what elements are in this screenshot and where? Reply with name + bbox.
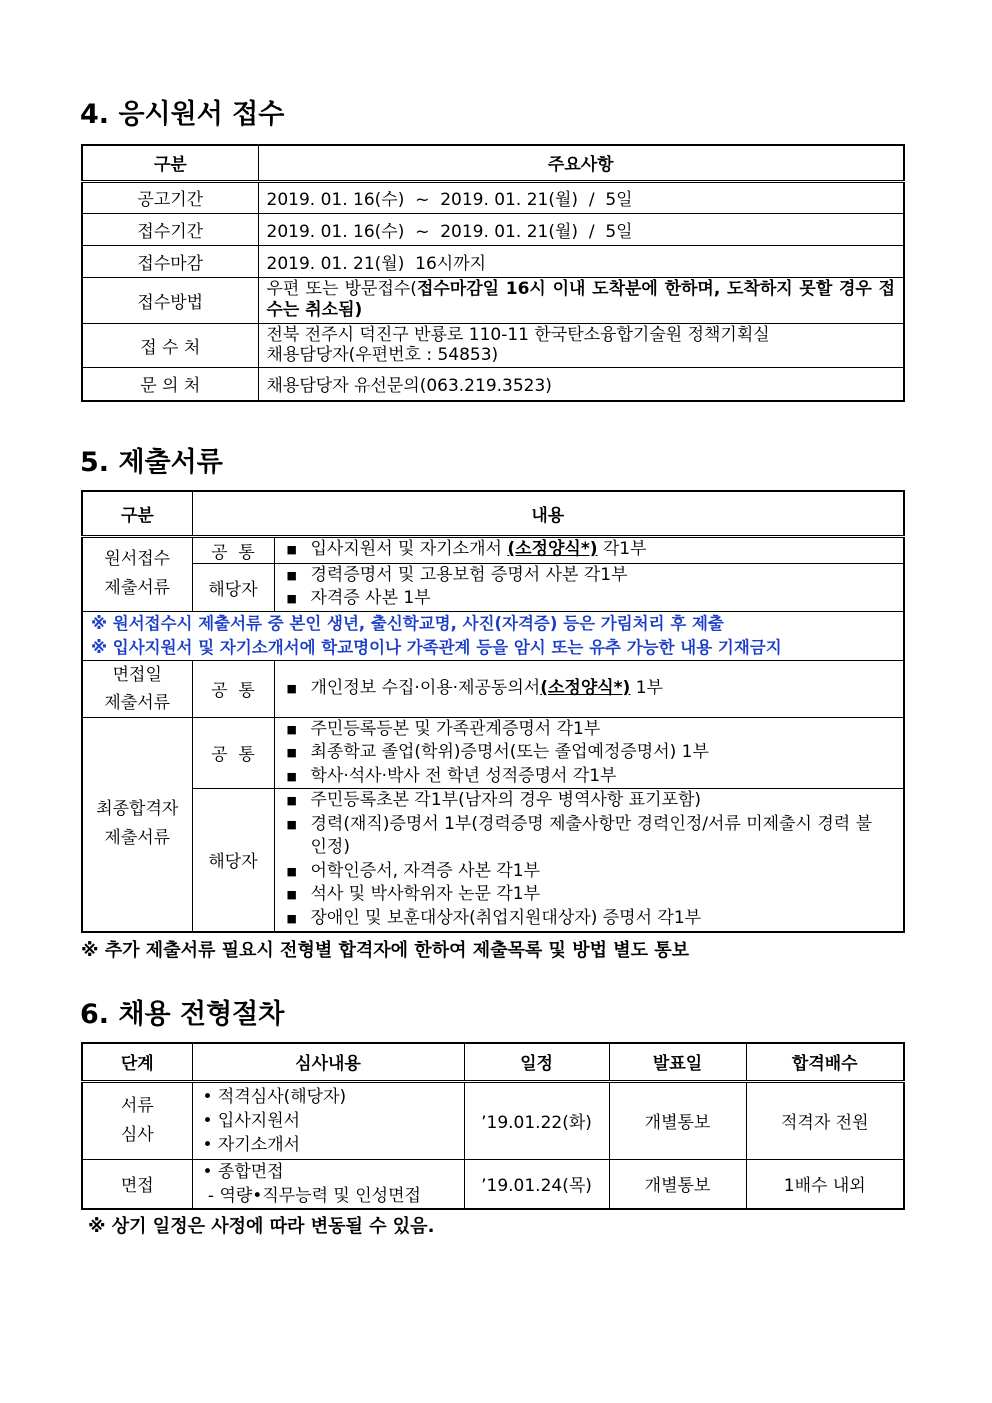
applicable-label: 해당자 <box>192 563 274 611</box>
ratio-cell: 적격자 전원 <box>746 1081 904 1159</box>
list-item: - 역량•직무능력 및 인성면접 <box>202 1185 421 1206</box>
documents-table <box>81 490 905 933</box>
header-schedule: 일정 <box>464 1043 609 1081</box>
header-review: 심사내용 <box>192 1043 464 1081</box>
place-line1: 전북 전주시 덕진구 반룡로 110-11 한국탄소융합기술원 정책기획실 <box>266 325 770 345</box>
process-table <box>81 1042 905 1210</box>
app-common-items <box>274 536 904 563</box>
common-label: 공 통 <box>192 536 274 563</box>
list-item: ■ 최종학교 졸업(학위)증명서(또는 졸업예정증명서) 1부 <box>287 741 904 765</box>
stage-cell <box>82 1081 192 1159</box>
method-normal-text: 우편 또는 방문접수( <box>266 279 417 299</box>
contact-value: 채용담당자 유선문의(063.219.3523) <box>258 367 904 401</box>
ratio-cell: 1배수 내외 <box>746 1159 904 1209</box>
section-6-title: 6. 채용 전형절차 <box>80 999 285 1030</box>
section-4-title: 4. 응시원서 접수 <box>80 99 285 130</box>
label-line: 최종합격자 <box>96 799 179 819</box>
application-table <box>81 144 905 402</box>
list-item: ■ 장애인 및 보훈대상자(취업지원대상자) 증명서 각1부 <box>287 907 884 931</box>
header-stage: 단계 <box>82 1043 192 1081</box>
label-line: 제출서류 <box>104 828 171 848</box>
list-item: • 종합면접 <box>202 1161 284 1182</box>
documents-footnote: ※ 추가 제출서류 필요시 전형별 합격자에 한하여 제출목록 및 방법 별도 통보 <box>81 940 690 961</box>
announce-cell: 개별통보 <box>609 1159 746 1209</box>
list-item: ■ 어학인증서, 자격증 사본 각1부 <box>287 860 884 884</box>
row-label: 접수기간 <box>82 213 258 245</box>
header-category: 구분 <box>82 145 258 181</box>
label-line: 제출서류 <box>104 692 171 713</box>
date-cell: ’19.01.22(화) <box>464 1081 609 1159</box>
list-item <box>287 677 904 701</box>
row-value: 2019. 01. 16(수) ~ 2019. 01. 21(월) / 5일 <box>258 181 904 213</box>
row-label: 접수마감 <box>82 245 258 277</box>
list-item: ■ 경력(재직)증명서 1부(경력증명 제출사항만 경력인정/서류 미제출시 경력 불인정) <box>287 813 884 860</box>
row-label: 문 의 처 <box>82 367 258 401</box>
list-item: • 적격심사(해당자) <box>202 1086 347 1107</box>
announce-cell: 개별통보 <box>609 1081 746 1159</box>
item-text: 1부 <box>630 677 663 698</box>
stage-cell: 면접 <box>82 1159 192 1209</box>
list-item: • 자기소개서 <box>202 1134 301 1155</box>
review-cell <box>192 1159 464 1209</box>
final-common-items <box>274 717 904 789</box>
item-text: 입사지원서 및 자기소개서 <box>310 539 508 560</box>
item-text: 개인정보 수집·이용·제공동의서 <box>310 677 541 698</box>
row-value: 2019. 01. 21(월) 16시까지 <box>258 245 904 277</box>
interview-items <box>274 660 904 717</box>
notice-line: ※ 입사지원서 및 자기소개서에 학교명이나 가족관계 등을 암시 또는 유추 가능한 내용 기재금지 <box>91 637 782 657</box>
list-item: • 입사지원서 <box>202 1110 301 1131</box>
common-label: 공 통 <box>192 717 274 789</box>
row-label: 접수방법 <box>82 277 258 323</box>
common-label: 공 통 <box>192 660 274 717</box>
header-ratio: 합격배수 <box>746 1043 904 1081</box>
stage-line: 서류 <box>120 1095 154 1116</box>
method-bold-text: 접수마감일 16시 이내 도착분에 한하며, 도착하지 못할 경우 접수는 취소됨) <box>266 279 895 320</box>
notice-line: ※ 원서접수시 제출서류 중 본인 생년, 출신학교명, 사진(자격증) 등은 가림처리 후 제출 <box>91 613 724 633</box>
review-cell <box>192 1081 464 1159</box>
method-value <box>258 277 904 323</box>
app-docs-label <box>82 536 192 611</box>
row-label: 공고기간 <box>82 181 258 213</box>
item-text: 각1부 <box>597 539 647 560</box>
list-item: ■ 학사·석사·박사 전 학년 성적증명서 각1부 <box>287 765 904 789</box>
date-cell: ’19.01.24(목) <box>464 1159 609 1209</box>
header-details: 주요사항 <box>258 145 904 181</box>
label-line: 면접일 <box>112 664 162 685</box>
header-category: 구분 <box>82 491 192 536</box>
row-value: 2019. 01. 16(수) ~ 2019. 01. 21(월) / 5일 <box>258 213 904 245</box>
row-label: 접 수 처 <box>82 323 258 367</box>
final-applicable-items <box>274 789 904 932</box>
list-item: ■ 주민등록등본 및 가족관계증명서 각1부 <box>287 718 904 742</box>
form-note: (소정양식*) <box>540 677 631 698</box>
list-item: ■ 석사 및 박사학위자 논문 각1부 <box>287 883 884 907</box>
list-item: ■ 자격증 사본 1부 <box>287 587 904 611</box>
label-line: 제출서류 <box>104 578 171 598</box>
applicable-label: 해당자 <box>192 789 274 932</box>
label-line: 원서접수 <box>104 549 171 569</box>
list-item: ■ 주민등록초본 각1부(남자의 경우 병역사항 표기포함) <box>287 789 884 813</box>
app-applicable-items <box>274 563 904 611</box>
form-note: (소정양식*) <box>507 539 598 560</box>
section-5-title: 5. 제출서류 <box>80 447 223 478</box>
interview-docs-label <box>82 660 192 717</box>
list-item <box>287 538 904 562</box>
place-value <box>258 323 904 367</box>
place-line2: 채용담당자(우편번호 : 54853) <box>266 345 499 365</box>
header-content: 내용 <box>192 491 904 536</box>
notice-cell <box>82 611 904 660</box>
final-docs-label <box>82 717 192 932</box>
process-footnote: ※ 상기 일정은 사정에 따라 변동될 수 있음. <box>88 1216 435 1237</box>
list-item: ■ 경력증명서 및 고용보험 증명서 사본 각1부 <box>287 564 904 588</box>
stage-line: 심사 <box>120 1124 154 1145</box>
header-announce: 발표일 <box>609 1043 746 1081</box>
